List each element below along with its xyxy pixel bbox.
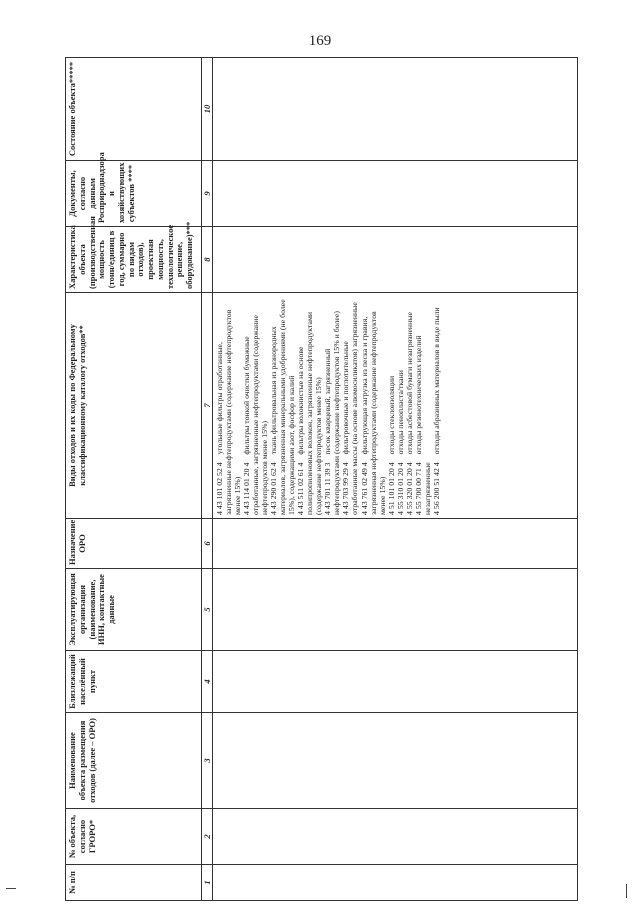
table-cell: [213, 865, 578, 901]
waste-code: 4 56 200 51 42 4: [431, 462, 441, 515]
waste-code: 4 55 700 00 71 4: [413, 462, 423, 515]
waste-name: отходы абразивных материалов в виде пыли: [431, 307, 441, 455]
waste-code: 4 43 761 02 49 4: [359, 462, 369, 515]
waste-list: [215, 296, 441, 515]
waste-item: [405, 296, 414, 515]
column-number: 7: [202, 293, 213, 519]
table-cell: [213, 713, 578, 809]
waste-code: 4 55 320 01 20 4: [404, 462, 414, 515]
scan-mark: [6, 888, 16, 889]
column-number: 5: [202, 569, 213, 651]
column-number: 8: [202, 227, 213, 293]
waste-name: фильтровочные и поглотительные отработанные массы (на основе алюмосиликатов) загрязненные: [341, 302, 360, 515]
waste-name: отходы асбестовой бумаги незагрязненные: [404, 312, 414, 455]
column-number: 1: [202, 865, 213, 901]
waste-code: 4 51 101 01 20 4: [386, 462, 396, 515]
header-cell: Состояние объекта*****: [66, 58, 202, 161]
table-row: [213, 58, 578, 901]
waste-item: [414, 296, 432, 515]
waste-code: 4 43 701 11 39 3: [323, 462, 333, 515]
waste-item: [323, 296, 341, 515]
waste-name: фильтрующая загрузка из песка и гравия, загрязненная нефтепродуктами (содержание нефтепродуктов менее 15%): [359, 311, 387, 515]
waste-code: 4 43 114 01 20 4: [242, 462, 252, 515]
page-number: 169: [308, 33, 332, 49]
column-number: 10: [202, 58, 213, 161]
table-cell: [213, 651, 578, 713]
waste-types-cell: [213, 293, 578, 519]
waste-name: фильтры волокнистые на основе полипропиленовых волокон, загрязненные нефтепродуктами (содержание нефтепродуктов менее 15%): [296, 311, 324, 515]
waste-item: [360, 296, 387, 515]
header-cell: Виды отходов и их коды по Федеральному классификационному каталогу отходов**: [66, 293, 202, 519]
waste-item: [242, 296, 269, 515]
waste-name: ткань фильтровальная из разнородных материалов, загрязненная минеральными удобрениями (не более 15%), содержащими азот, фосфор и калий: [269, 299, 297, 515]
waste-name: песок кварцевый, загрязненный нефтепродуктами (содержание нефтепродуктов 15% и более): [323, 311, 342, 515]
header-cell: Характеристика объекта (производственная мощность (тонн/единиц в год, суммарно по видам отходов), проектная мощность, технологическое решение, оборудование)***: [66, 227, 202, 293]
header-cell: Документы, согласно данным Росприроднадзора и хозяйствующих субъектов ****: [66, 161, 202, 227]
waste-name: угольные фильтры отработанные, загрязненные нефтепродуктами (содержание нефтепродуктов менее 15%): [215, 309, 243, 515]
header-cell: Близлежащий населённый пункт: [66, 651, 202, 713]
header-cell: № объекта, согласно ГРОРО*: [66, 809, 202, 865]
waste-item: [215, 296, 242, 515]
table-cell: [213, 227, 578, 293]
waste-name: фильтры тонкой очистки бумажные отработанные, загрязненные нефтепродуктами (содержание нефтепродуктов менее 15%): [242, 315, 270, 515]
column-number-row: [202, 58, 213, 901]
header-cell: № п/п: [66, 865, 202, 901]
rotated-table-sheet: [65, 58, 578, 901]
waste-name: отходы резинотехнических изделий незагрязненные: [413, 335, 432, 515]
column-number: 3: [202, 713, 213, 809]
waste-code: 4 43 290 01 62 4: [269, 462, 279, 515]
waste-item: [341, 296, 359, 515]
column-number: 9: [202, 161, 213, 227]
header-cell: Наименование объекта размещения отходов (далее – ОРО): [66, 713, 202, 809]
waste-name: отходы пенопласта/ткани: [395, 370, 405, 455]
header-cell: Эксплуатирующая организация (наименование, ИНН, контактные данные: [66, 569, 202, 651]
waste-code: 4 55 310 01 20 4: [395, 462, 405, 515]
table-cell: [213, 809, 578, 865]
column-number: 6: [202, 519, 213, 569]
waste-name: отходы стеклоизоляции: [386, 375, 396, 455]
waste-item: [296, 296, 323, 515]
waste-item: [432, 296, 441, 515]
waste-item: [387, 296, 396, 515]
waste-facilities-table: [65, 57, 578, 901]
column-number: 2: [202, 809, 213, 865]
waste-code: 4 43 511 02 61 4: [296, 462, 306, 515]
waste-code: 4 43 101 02 52 4: [215, 462, 224, 515]
column-number: 4: [202, 651, 213, 713]
scan-mark: [626, 884, 627, 898]
header-row: [66, 58, 202, 901]
waste-item: [396, 296, 405, 515]
rotated-table-frame: [65, 58, 578, 901]
waste-code: 4 43 703 99 29 4: [341, 462, 351, 515]
table-cell: [213, 569, 578, 651]
table-cell: [213, 161, 578, 227]
table-cell: [213, 519, 578, 569]
waste-item: [269, 296, 296, 515]
header-cell: Назначение ОРО: [66, 519, 202, 569]
table-cell: [213, 58, 578, 161]
